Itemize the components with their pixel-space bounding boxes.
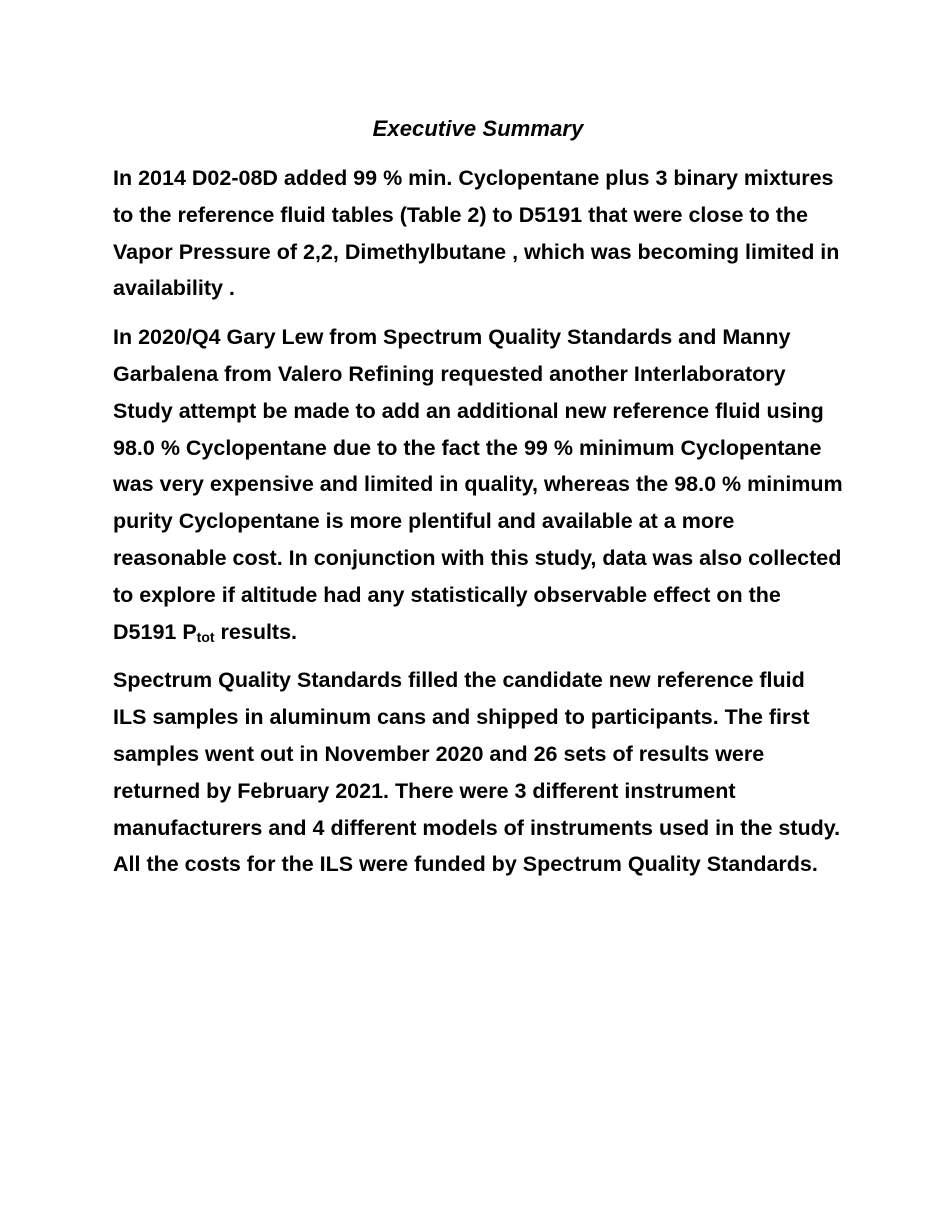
paragraph-ils-details: Spectrum Quality Standards filled the candidate new reference fluid ILS samples in aluminum cans and shipped to participants. The first samples went out in November 2020 and 26 sets of results were returned by February 2021. There were 3 different instrument manufacturers and 4 different models of instruments used in the study. All the costs for the ILS were funded by Spectrum Quality Standards. <box>113 668 841 877</box>
paragraph-study-request <box>113 319 843 650</box>
paragraph-study-request-text: In 2020/Q4 Gary Lew from Spectrum Quality Standards and Manny Garbalena from Valero Refining requested another Interlaboratory Study attempt be made to add an additional new reference fluid using 98.0 % Cyclopentane due to the fact the 99 % minimum Cyclopentane was very expensive and limited in quality, whereas the 98.0 % minimum purity Cyclopentane is more plentiful and available at a more reasonable cost. In conjunction with this study, data was also collected to explore if altitude had any statistically observable effect on the D5191 P <box>113 325 843 644</box>
document-title: Executive Summary <box>372 116 584 141</box>
document-page <box>113 112 843 895</box>
ptot-subscript: tot <box>196 628 215 645</box>
paragraph-background: In 2014 D02-08D added 99 % min. Cyclopentane plus 3 binary mixtures to the reference fluid tables (Table 2) to D5191 that were close to the Vapor Pressure of 2,2, Dimethylbutane , which was becoming limited in availability . <box>113 166 840 301</box>
paragraph-study-request-tail: results. <box>214 619 298 644</box>
